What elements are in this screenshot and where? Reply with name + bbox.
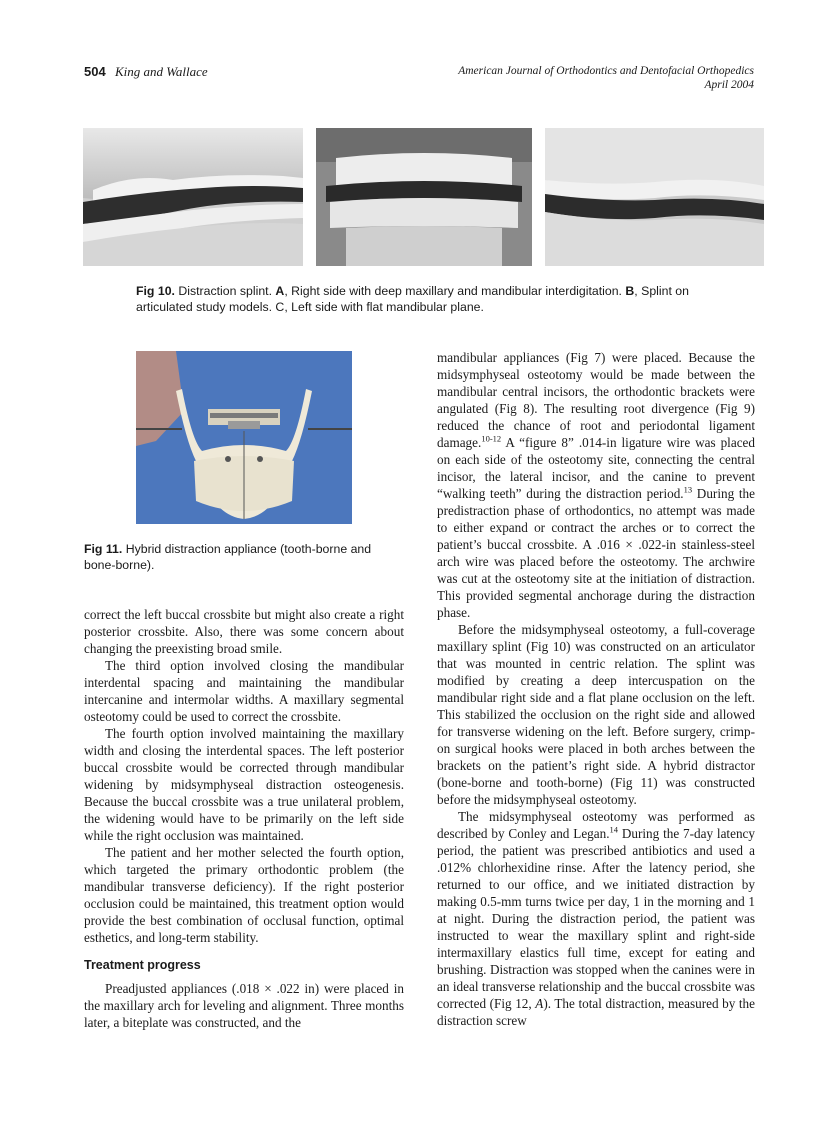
running-header-left <box>84 64 208 80</box>
paragraph: Preadjusted appliances (.018 × .022 in) were placed in the maxillary arch for leveling and alignment. Three months later, a biteplate was constructed, and the <box>84 981 404 1030</box>
figure11-label: Fig 11. <box>84 542 123 556</box>
right-column <box>437 349 755 1029</box>
figure10-photo-a <box>83 128 303 266</box>
paragraph: The midsymphyseal osteotomy was performed as described by Conley and Legan.$^{14}$ During the 7-day latency period, the patient was prescribed antibiotics and used a .012% chlorhexidine rinse. After the latency period, she returned to our office, and we initiated distraction by making 0.5-mm turns twice per day, 1 in the morning and 1 at night. During the distraction period, the patient was instructed to wear the maxillary splint and right-side intermaxillary elastics full time, except for eating and brushing. Distraction was stopped when the canines were in an ideal transverse relationship and the buccal crossbite was corrected (Fig 12, A). The total distraction, measured by the distraction screw <box>437 809 755 1028</box>
figure11-caption: Fig 11. Hybrid distraction appliance (tooth-borne and bone-borne). <box>84 542 372 572</box>
paragraph: Before the midsymphyseal osteotomy, a full-coverage maxillary splint (Fig 10) was constructed on an articulator that was mounted in centric relation. The splint was modified by creating a deep intercuspation on the mandibular right side and a flat plane occlusion on the left. This stabilized the occlusion on the right side and allowed for transverse widening on the left. Before surgery, crimp-on surgical hooks were placed in both arches between the brackets on the patient’s right side. A hybrid distractor (bone-borne and tooth-borne) (Fig 11) was constructed before the midsymphyseal osteotomy. <box>437 622 755 807</box>
running-header-right <box>458 64 754 92</box>
figure10-caption: Fig 10. Distraction splint. A, Right side with deep maxillary and mandibular interdigitation. B, Splint on articulated study models. C, Left side with flat mandibular plane. <box>136 284 689 314</box>
figure10-photo-c <box>545 128 764 266</box>
paragraph: The fourth option involved maintaining the maxillary width and closing the interdental spaces. The left posterior buccal crossbite would be corrected through mandibular widening by midsymphyseal distraction osteogenesis. Because the buccal crossbite was a true unilateral problem, the widening would have to be primarily on the left side while the right occlusion was maintained. <box>84 726 404 843</box>
figure10-label: Fig 10. <box>136 284 175 298</box>
page-number: 504 <box>84 64 106 79</box>
paragraph: mandibular appliances (Fig 7) were placed. Because the midsymphyseal osteotomy would be made between the mandibular central incisors, the orthodontic brackets were angulated (Fig 8). The resulting root divergence (Fig 9) reduced the chance of root and periodontal ligament damage.$^{10-12}$ A “figure 8” .014-in ligature wire was placed on each side of the osteotomy site, connecting the central incisor, the lateral incisor, and the canine to prevent “walking teeth” during the distraction period.$^{13}$ During the predistraction phase of orthodontics, no attempt was made to either expand or contract the arches or to correct the patient’s buccal crossbite. A .016 × .022-in stainless-steel arch wire was placed before the osteotomy. The archwire was cut at the osteotomy site at the initiation of distraction. This provided segmental anchorage during the distraction phase. <box>437 350 755 620</box>
paragraph: The patient and her mother selected the fourth option, which targeted the primary orthodontic problem (the mandibular transverse deficiency). If the right posterior occlusion could be maintained, this treatment option would provide the best combination of occlusal function, optimal esthetics, and long-term stability. <box>84 845 404 945</box>
left-column <box>84 606 404 1031</box>
section-heading: Treatment progress <box>84 958 201 972</box>
journal-title: American Journal of Orthodontics and Dentofacial Orthopedics <box>458 65 754 77</box>
running-authors: King and Wallace <box>114 64 208 79</box>
figure11-photo <box>136 351 352 524</box>
issue-date: April 2004 <box>704 79 754 91</box>
paragraph: The third option involved closing the mandibular interdental spacing and maintaining the mandibular intercanine and intermolar widths. A maxillary segmental osteotomy could be used to correct the crossbite. <box>84 658 404 724</box>
figure10-photo-b <box>316 128 532 266</box>
paragraph: correct the left buccal crossbite but might also create a right posterior crossbite. Also, there was some concern about changing the preexisting broad smile. <box>84 607 404 656</box>
